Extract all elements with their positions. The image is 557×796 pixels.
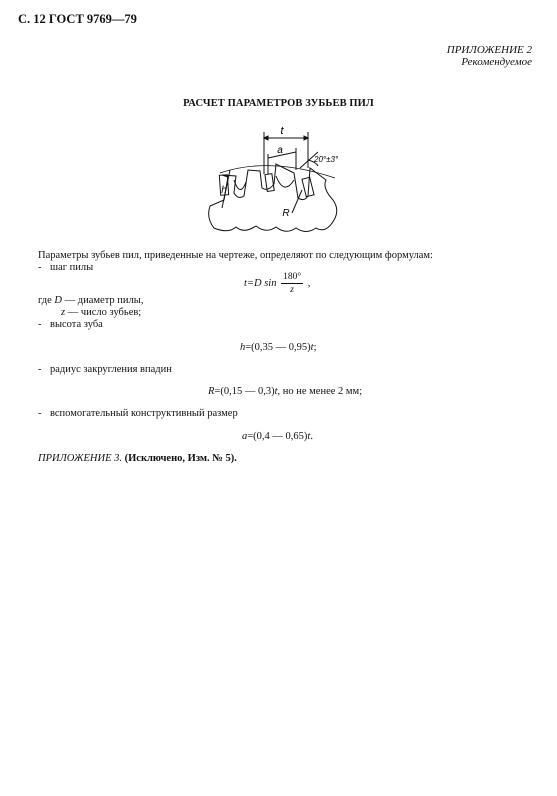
aux-formula — [242, 431, 313, 442]
page-header: С. 12 ГОСТ 9769—79 — [18, 12, 137, 26]
aux-formula-t: t — [307, 431, 311, 442]
height-formula-t: t — [310, 342, 314, 353]
intro-text: Параметры зубьев пил, приведенные на чертеже, определяют по следующим формулам: — [38, 250, 433, 261]
height-formula — [240, 342, 317, 353]
aux-label: вспомогательный конструктивный размер — [50, 408, 238, 419]
where-z-text: — число зубьев; — [65, 307, 142, 318]
height-formula-sym: h — [240, 342, 246, 353]
height-formula-rest: =(0,35 — 0,95) — [245, 342, 311, 353]
label-r: R — [282, 208, 290, 219]
bullet: - — [38, 262, 42, 273]
where-z-symbol: z — [61, 307, 66, 318]
where-d-line — [38, 295, 143, 306]
radius-formula — [208, 386, 362, 397]
appendix3-label: ПРИЛОЖЕНИЕ 3. — [38, 453, 122, 464]
label-t: t — [280, 125, 284, 137]
saw-teeth-drawing — [200, 118, 370, 243]
list-item-radius — [38, 364, 172, 375]
appendix3-line — [38, 453, 237, 464]
where-d-symbol: D — [54, 295, 63, 306]
appendix-label: ПРИЛОЖЕНИЕ 2 — [446, 44, 532, 56]
pitch-formula — [244, 271, 310, 296]
pitch-formula-left: t=D sin — [244, 277, 277, 289]
aux-formula-sym: a — [242, 431, 248, 442]
list-item-pitch — [38, 262, 93, 273]
radius-label: радиус закругления впадин — [50, 364, 172, 375]
list-item-height — [38, 319, 103, 330]
aux-formula-rest: =(0,4 — 0,65) — [247, 431, 308, 442]
label-a: a — [277, 145, 283, 156]
appendix-status: Рекомендуемое — [461, 56, 532, 68]
height-label: высота зуба — [50, 319, 103, 330]
pitch-fraction-den: z — [290, 285, 294, 295]
appendix-block — [447, 44, 532, 68]
where-prefix: где — [38, 295, 52, 306]
radius-formula-rest: =(0,15 — 0,3) — [214, 386, 275, 397]
list-item-aux — [38, 408, 238, 419]
where-d-text: — диаметр пилы, — [62, 295, 144, 306]
where-z-line — [61, 307, 141, 318]
pitch-formula-right: , — [307, 277, 311, 289]
height-formula-end: ; — [313, 342, 317, 353]
radius-formula-end: , но не менее 2 мм; — [277, 386, 363, 397]
pitch-label: шаг пилы — [50, 262, 94, 273]
label-h: h — [221, 185, 227, 196]
radius-formula-t: t — [274, 386, 278, 397]
document-title: РАСЧЕТ ПАРАМЕТРОВ ЗУБЬЕВ ПИЛ — [183, 98, 374, 109]
bullet: - — [38, 408, 42, 419]
pitch-fraction-num: 180° — [283, 272, 302, 282]
pitch-fraction — [281, 271, 303, 296]
radius-formula-sym: R — [208, 386, 215, 397]
bullet: - — [38, 319, 42, 330]
label-angle: 20°±3° — [314, 155, 339, 164]
aux-formula-end: . — [310, 431, 313, 442]
appendix3-note: (Исключено, Изм. № 5). — [124, 453, 237, 464]
bullet: - — [38, 364, 42, 375]
